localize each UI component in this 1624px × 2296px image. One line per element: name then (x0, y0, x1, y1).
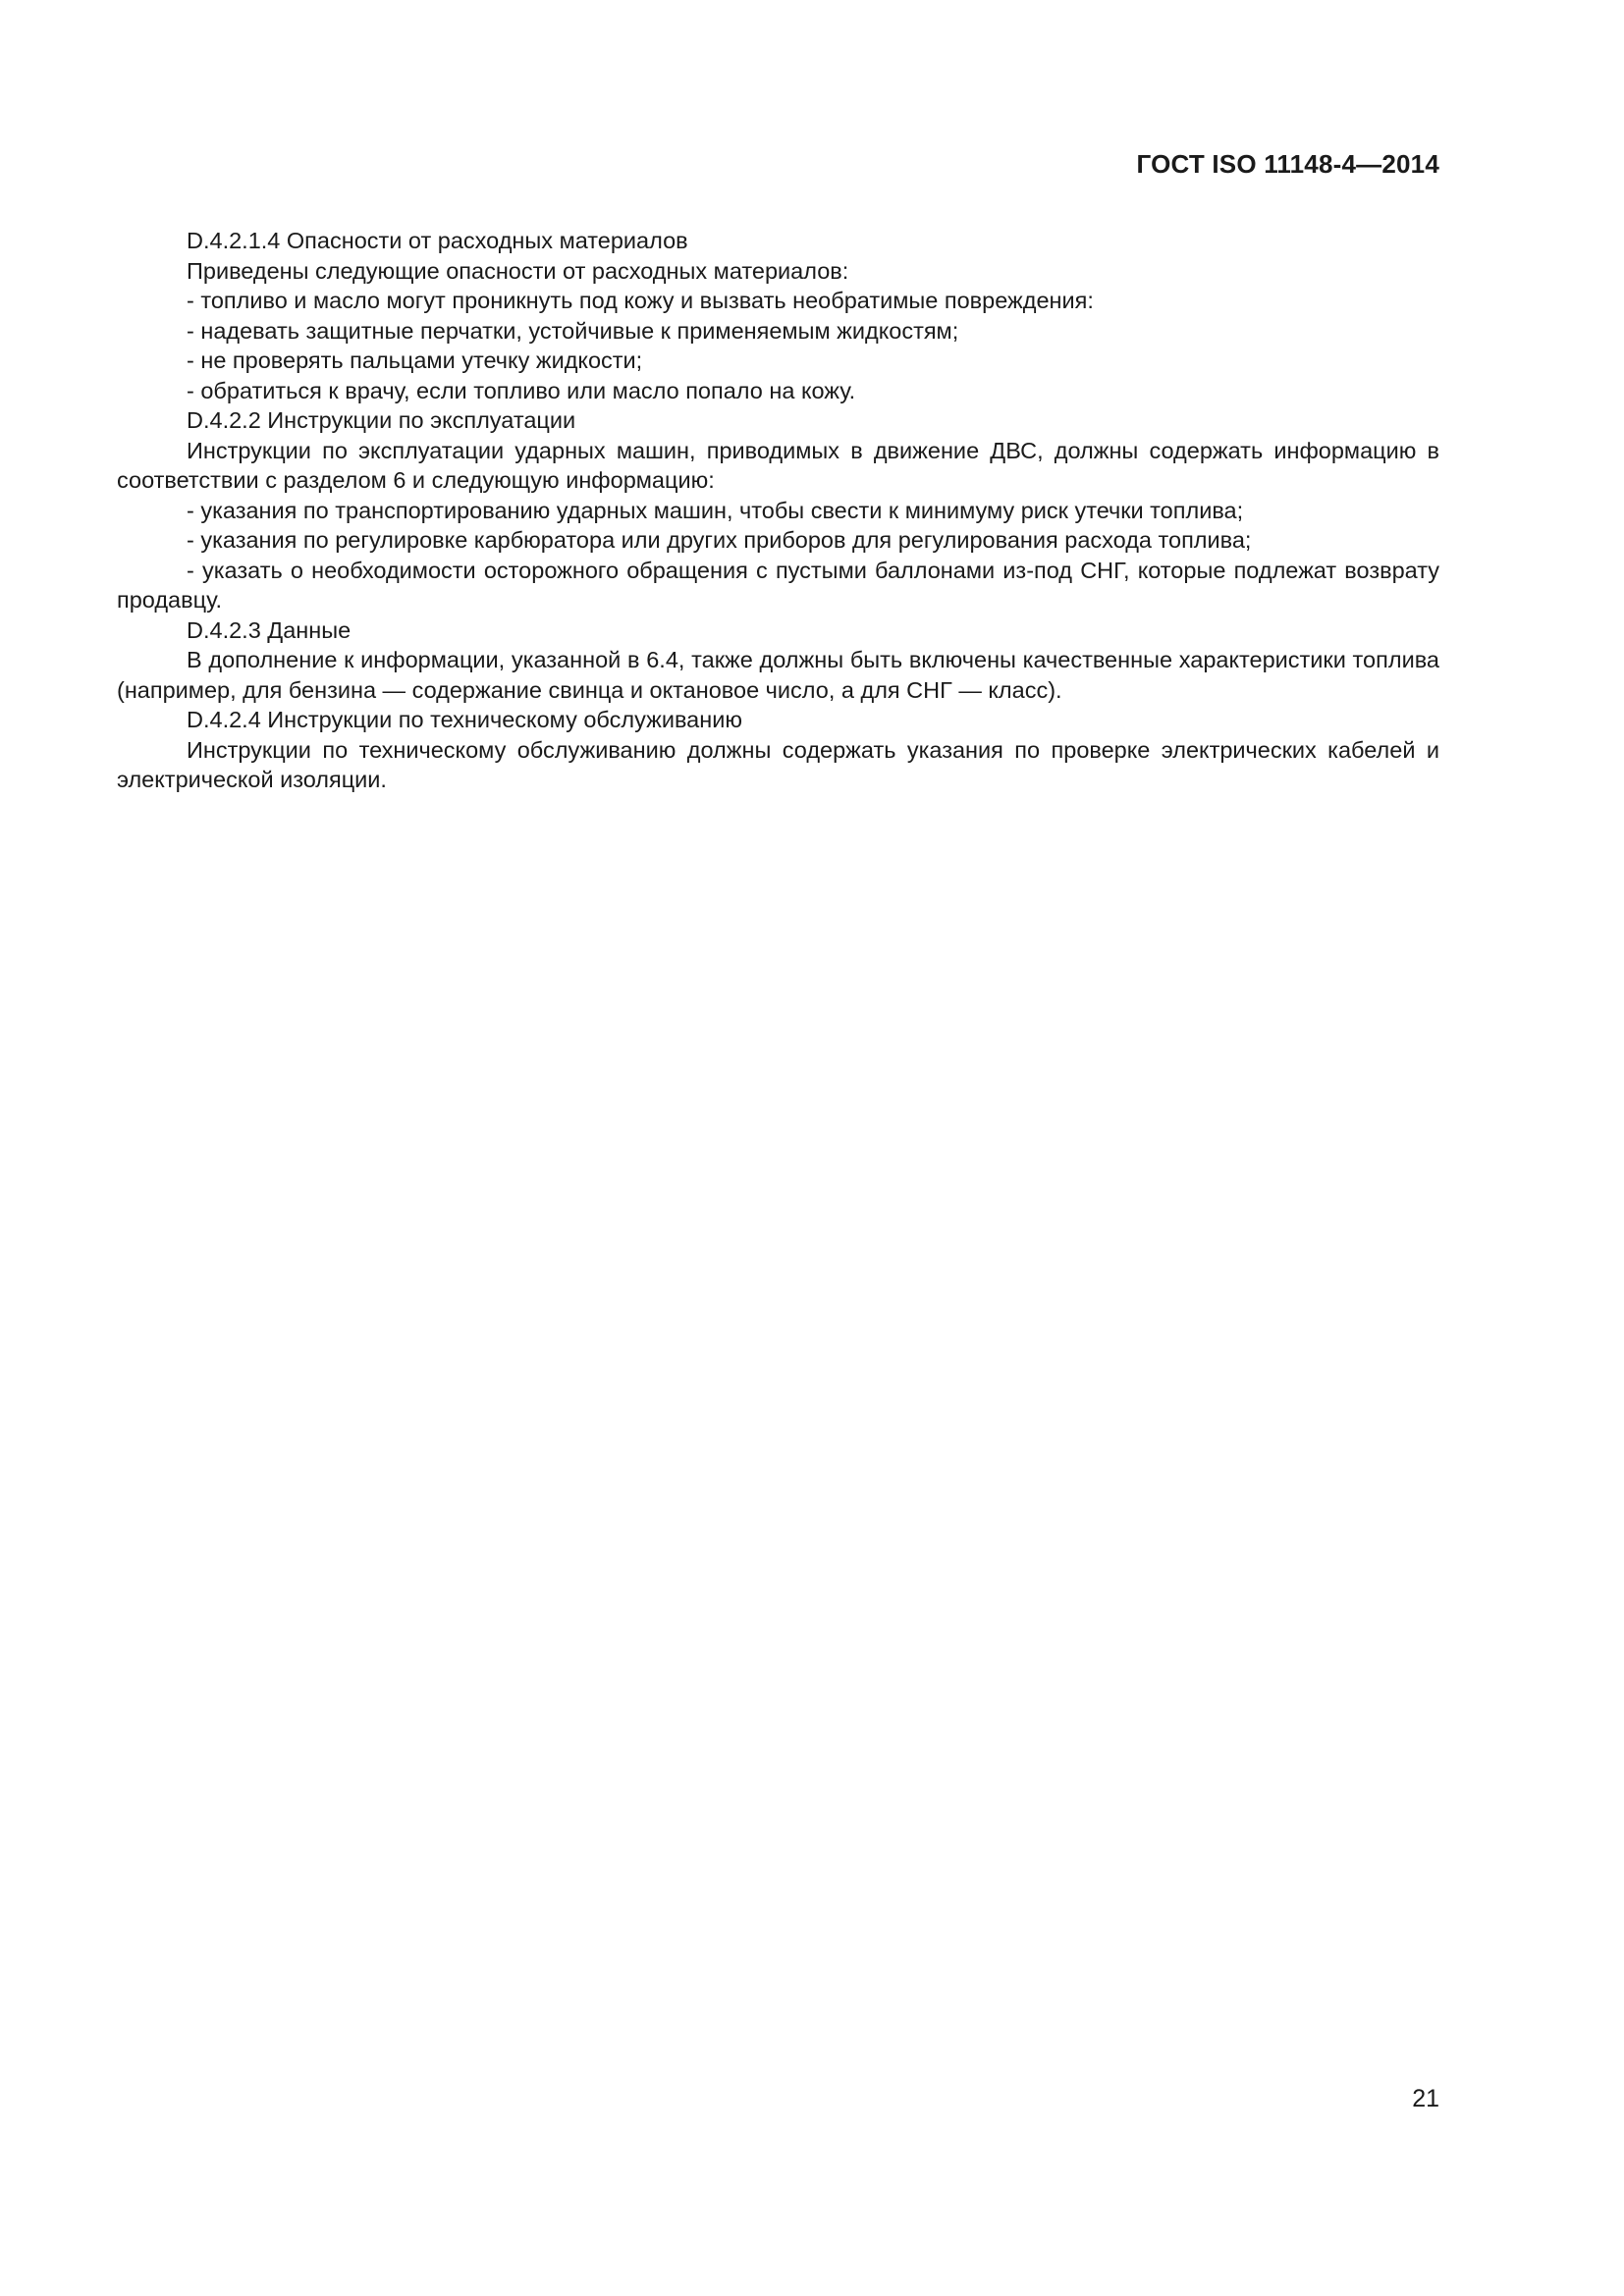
paragraph: Приведены следующие опасности от расходных материалов: (187, 257, 849, 284)
page-number: 21 (1412, 2085, 1439, 2112)
list-item: - надевать защитные перчатки, устойчивые к применяемым жидкостям; (187, 317, 959, 344)
paragraph: Инструкции по эксплуатации ударных машин, приводимых в движение ДВС, должны содержать информацию в соответствии с разделом 6 и следующую информацию: (117, 437, 1439, 493)
list-item: - указать о необходимости осторожного обращения с пустыми баллонами из-под СНГ, которые подлежат возврату продавцу. (117, 557, 1439, 613)
section-heading: D.4.2.2 Инструкции по эксплуатации (187, 407, 576, 433)
list-item: - указания по регулировке карбюратора или других приборов для регулирования расхода топлива; (187, 527, 1252, 553)
section-heading: D.4.2.3 Данные (187, 616, 352, 643)
document-header: ГОСТ ISO 11148-4—2014 (1136, 149, 1439, 179)
document-body (117, 226, 1439, 795)
list-item: - указания по транспортированию ударных машин, чтобы свести к минимуму риск утечки топлива; (187, 497, 1244, 523)
list-item: - не проверять пальцами утечку жидкости; (187, 347, 643, 373)
paragraph: Инструкции по техническому обслуживанию должны содержать указания по проверке электрических кабелей и электрической изоляции. (117, 736, 1439, 792)
section-heading: D.4.2.4 Инструкции по техническому обслуживанию (187, 707, 742, 732)
paragraph: В дополнение к информации, указанной в 6.4, также должны быть включены качественные характеристики топлива (например, для бензина — содержание свинца и октановое число, а для СНГ — класс). (117, 647, 1439, 703)
list-item: - обратиться к врачу, если топливо или масло попало на кожу. (187, 377, 856, 403)
list-item: - топливо и масло могут проникнуть под кожу и вызвать необратимые повреждения: (187, 288, 1094, 313)
section-heading: D.4.2.1.4 Опасности от расходных материалов (187, 228, 688, 253)
